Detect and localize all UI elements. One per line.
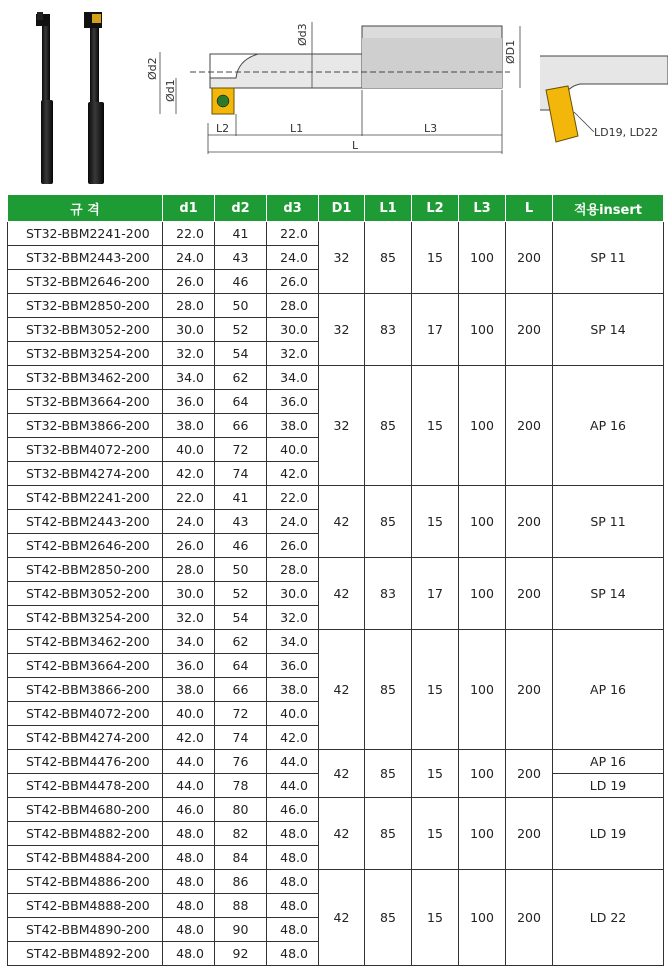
d1-cell: 32.0: [163, 606, 215, 630]
table-row: [8, 798, 664, 822]
d3-cell: 44.0: [267, 750, 319, 774]
d1-cell: 40.0: [163, 438, 215, 462]
d3-cell: 48.0: [267, 846, 319, 870]
d1-cell: 42: [319, 630, 365, 750]
d3-cell: 46.0: [267, 798, 319, 822]
d3-cell: 36.0: [267, 654, 319, 678]
model-code-cell: ST42-BBM4680-200: [8, 798, 163, 822]
d2-cell: 43: [215, 246, 267, 270]
boring-bar-right: [84, 12, 104, 184]
model-code-cell: ST42-BBM2443-200: [8, 510, 163, 534]
dimension-drawing: [140, 8, 535, 158]
model-code-cell: ST32-BBM3052-200: [8, 318, 163, 342]
d3-cell: 48.0: [267, 918, 319, 942]
model-code-cell: ST42-BBM3462-200: [8, 630, 163, 654]
d2-cell: 50: [215, 558, 267, 582]
d3-cell: 22.0: [267, 222, 319, 246]
l2-cell: 17: [412, 294, 459, 366]
l2-cell: 15: [412, 798, 459, 870]
d1-cell: 36.0: [163, 390, 215, 414]
d1-cell: 26.0: [163, 534, 215, 558]
header-cell: L3: [459, 195, 506, 222]
model-code-cell: ST42-BBM2646-200: [8, 534, 163, 558]
header-cell: d2: [215, 195, 267, 222]
d1-cell: 48.0: [163, 918, 215, 942]
model-code-cell: ST42-BBM4892-200: [8, 942, 163, 966]
header-cell: L2: [412, 195, 459, 222]
d1-cell: 38.0: [163, 414, 215, 438]
l3-cell: 100: [459, 486, 506, 558]
d2-cell: 54: [215, 342, 267, 366]
d1-cell: 34.0: [163, 366, 215, 390]
d3-cell: 48.0: [267, 870, 319, 894]
model-code-cell: ST42-BBM4274-200: [8, 726, 163, 750]
table-row: [8, 366, 664, 390]
tool-photos: [28, 8, 128, 184]
model-code-cell: ST42-BBM4888-200: [8, 894, 163, 918]
model-code-cell: ST32-BBM3866-200: [8, 414, 163, 438]
d2-cell: 80: [215, 798, 267, 822]
label-L2: L2: [216, 122, 230, 135]
d1-cell: 48.0: [163, 846, 215, 870]
d1-cell: 26.0: [163, 270, 215, 294]
l2-cell: 15: [412, 366, 459, 486]
d2-cell: 82: [215, 822, 267, 846]
model-code-cell: ST42-BBM4884-200: [8, 846, 163, 870]
product-figure: [0, 0, 670, 190]
d2-cell: 66: [215, 414, 267, 438]
l2-cell: 15: [412, 750, 459, 798]
label-d2: Ød2: [146, 57, 159, 80]
insert-cell: SP 14: [553, 558, 664, 630]
d1-cell: 40.0: [163, 702, 215, 726]
d2-cell: 78: [215, 774, 267, 798]
d3-cell: 42.0: [267, 726, 319, 750]
d3-cell: 28.0: [267, 558, 319, 582]
d3-cell: 22.0: [267, 486, 319, 510]
label-d3: Ød3: [296, 23, 309, 46]
d2-cell: 62: [215, 630, 267, 654]
d1-cell: 44.0: [163, 750, 215, 774]
model-code-cell: ST42-BBM4886-200: [8, 870, 163, 894]
model-code-cell: ST32-BBM3664-200: [8, 390, 163, 414]
d3-cell: 40.0: [267, 702, 319, 726]
l3-cell: 100: [459, 750, 506, 798]
d1-cell: 22.0: [163, 222, 215, 246]
insert-cell: LD 19: [553, 774, 664, 798]
l2-cell: 15: [412, 486, 459, 558]
d3-cell: 44.0: [267, 774, 319, 798]
insert-note: LD19, LD22: [594, 126, 659, 139]
d2-cell: 72: [215, 438, 267, 462]
l-cell: 200: [506, 870, 553, 966]
insert-cell: AP 16: [553, 366, 664, 486]
model-code-cell: ST42-BBM3664-200: [8, 654, 163, 678]
d3-cell: 42.0: [267, 462, 319, 486]
d2-cell: 41: [215, 222, 267, 246]
model-code-cell: ST42-BBM4882-200: [8, 822, 163, 846]
l-cell: 200: [506, 294, 553, 366]
d1-cell: 34.0: [163, 630, 215, 654]
model-code-cell: ST32-BBM4274-200: [8, 462, 163, 486]
d2-cell: 64: [215, 390, 267, 414]
l-cell: 200: [506, 558, 553, 630]
d3-cell: 48.0: [267, 942, 319, 966]
d2-cell: 84: [215, 846, 267, 870]
model-code-cell: ST32-BBM2241-200: [8, 222, 163, 246]
model-code-cell: ST32-BBM3254-200: [8, 342, 163, 366]
model-code-cell: ST32-BBM3462-200: [8, 366, 163, 390]
d3-cell: 38.0: [267, 678, 319, 702]
d2-cell: 86: [215, 870, 267, 894]
header-cell: 적용insert: [553, 195, 664, 222]
d3-cell: 26.0: [267, 534, 319, 558]
d1-cell: 42: [319, 798, 365, 870]
d2-cell: 52: [215, 582, 267, 606]
d1-cell: 36.0: [163, 654, 215, 678]
d3-cell: 28.0: [267, 294, 319, 318]
table-body: [8, 222, 664, 966]
spec-table: [7, 194, 664, 966]
d3-cell: 34.0: [267, 630, 319, 654]
l1-cell: 85: [365, 630, 412, 750]
d2-cell: 41: [215, 486, 267, 510]
d3-cell: 24.0: [267, 246, 319, 270]
insert-cell: AP 16: [553, 630, 664, 750]
header-cell: L1: [365, 195, 412, 222]
model-code-cell: ST32-BBM2850-200: [8, 294, 163, 318]
label-D1: ØD1: [504, 39, 517, 64]
header-cell: 규 격: [8, 195, 163, 222]
l-cell: 200: [506, 630, 553, 750]
l2-cell: 15: [412, 870, 459, 966]
d2-cell: 46: [215, 534, 267, 558]
d1-cell: 30.0: [163, 582, 215, 606]
d2-cell: 76: [215, 750, 267, 774]
label-L: L: [352, 139, 359, 152]
table-row: [8, 486, 664, 510]
header-cell: d1: [163, 195, 215, 222]
header-cell: D1: [319, 195, 365, 222]
insert-cell: SP 14: [553, 294, 664, 366]
model-code-cell: ST42-BBM4072-200: [8, 702, 163, 726]
d3-cell: 48.0: [267, 822, 319, 846]
l3-cell: 100: [459, 222, 506, 294]
l3-cell: 100: [459, 366, 506, 486]
d1-cell: 22.0: [163, 486, 215, 510]
l2-cell: 15: [412, 222, 459, 294]
d3-cell: 30.0: [267, 318, 319, 342]
model-code-cell: ST42-BBM4476-200: [8, 750, 163, 774]
d1-cell: 42: [319, 870, 365, 966]
header-cell: d3: [267, 195, 319, 222]
d2-cell: 43: [215, 510, 267, 534]
model-code-cell: ST32-BBM4072-200: [8, 438, 163, 462]
d2-cell: 88: [215, 894, 267, 918]
l1-cell: 83: [365, 294, 412, 366]
l3-cell: 100: [459, 630, 506, 750]
d2-cell: 54: [215, 606, 267, 630]
d2-cell: 52: [215, 318, 267, 342]
d2-cell: 92: [215, 942, 267, 966]
d1-cell: 24.0: [163, 246, 215, 270]
model-code-cell: ST32-BBM2646-200: [8, 270, 163, 294]
d1-cell: 24.0: [163, 510, 215, 534]
d1-cell: 42: [319, 750, 365, 798]
d2-cell: 74: [215, 462, 267, 486]
d2-cell: 62: [215, 366, 267, 390]
l-cell: 200: [506, 750, 553, 798]
header-cell: L: [506, 195, 553, 222]
model-code-cell: ST42-BBM4478-200: [8, 774, 163, 798]
l2-cell: 15: [412, 630, 459, 750]
d1-cell: 28.0: [163, 558, 215, 582]
table-row: [8, 870, 664, 894]
d2-cell: 74: [215, 726, 267, 750]
l3-cell: 100: [459, 294, 506, 366]
d3-cell: 30.0: [267, 582, 319, 606]
d1-cell: 30.0: [163, 318, 215, 342]
insert-cell: SP 11: [553, 222, 664, 294]
model-code-cell: ST32-BBM2443-200: [8, 246, 163, 270]
d3-cell: 36.0: [267, 390, 319, 414]
d1-cell: 42: [319, 558, 365, 630]
d2-cell: 90: [215, 918, 267, 942]
model-code-cell: ST42-BBM2241-200: [8, 486, 163, 510]
d2-cell: 50: [215, 294, 267, 318]
l3-cell: 100: [459, 798, 506, 870]
d1-cell: 32.0: [163, 342, 215, 366]
d3-cell: 40.0: [267, 438, 319, 462]
table-row: [8, 750, 664, 774]
d1-cell: 42.0: [163, 462, 215, 486]
l1-cell: 85: [365, 222, 412, 294]
d1-cell: 48.0: [163, 822, 215, 846]
label-d1: Ød1: [164, 79, 177, 102]
model-code-cell: ST42-BBM2850-200: [8, 558, 163, 582]
insert-cell: LD 22: [553, 870, 664, 966]
boring-bar-left: [36, 12, 53, 184]
l1-cell: 85: [365, 798, 412, 870]
model-code-cell: ST42-BBM4890-200: [8, 918, 163, 942]
d1-cell: 32: [319, 222, 365, 294]
insert-cell: SP 11: [553, 486, 664, 558]
model-code-cell: ST42-BBM3866-200: [8, 678, 163, 702]
table-row: [8, 294, 664, 318]
d3-cell: 34.0: [267, 366, 319, 390]
l2-cell: 17: [412, 558, 459, 630]
d1-cell: 44.0: [163, 774, 215, 798]
d1-cell: 46.0: [163, 798, 215, 822]
table-row: [8, 630, 664, 654]
d1-cell: 32: [319, 294, 365, 366]
l3-cell: 100: [459, 870, 506, 966]
label-L1: L1: [290, 122, 304, 135]
d3-cell: 32.0: [267, 342, 319, 366]
l1-cell: 85: [365, 750, 412, 798]
l-cell: 200: [506, 798, 553, 870]
d1-cell: 38.0: [163, 678, 215, 702]
d1-cell: 32: [319, 366, 365, 486]
insert-detail-view: [540, 40, 668, 160]
model-code-cell: ST42-BBM3254-200: [8, 606, 163, 630]
d1-cell: 48.0: [163, 942, 215, 966]
d2-cell: 46: [215, 270, 267, 294]
d3-cell: 32.0: [267, 606, 319, 630]
table-header-row: [8, 195, 664, 222]
model-code-cell: ST42-BBM3052-200: [8, 582, 163, 606]
d1-cell: 42: [319, 486, 365, 558]
d3-cell: 26.0: [267, 270, 319, 294]
l1-cell: 83: [365, 558, 412, 630]
l-cell: 200: [506, 222, 553, 294]
d3-cell: 48.0: [267, 894, 319, 918]
d2-cell: 64: [215, 654, 267, 678]
l-cell: 200: [506, 366, 553, 486]
d1-cell: 48.0: [163, 870, 215, 894]
table-row: [8, 558, 664, 582]
d1-cell: 48.0: [163, 894, 215, 918]
table-row: [8, 222, 664, 246]
d3-cell: 24.0: [267, 510, 319, 534]
l-cell: 200: [506, 486, 553, 558]
l1-cell: 85: [365, 366, 412, 486]
d3-cell: 38.0: [267, 414, 319, 438]
label-L3: L3: [424, 122, 438, 135]
l3-cell: 100: [459, 558, 506, 630]
insert-cell: AP 16: [553, 750, 664, 774]
d2-cell: 66: [215, 678, 267, 702]
insert-cell: LD 19: [553, 798, 664, 870]
d1-cell: 28.0: [163, 294, 215, 318]
l1-cell: 85: [365, 870, 412, 966]
l1-cell: 85: [365, 486, 412, 558]
d1-cell: 42.0: [163, 726, 215, 750]
d2-cell: 72: [215, 702, 267, 726]
